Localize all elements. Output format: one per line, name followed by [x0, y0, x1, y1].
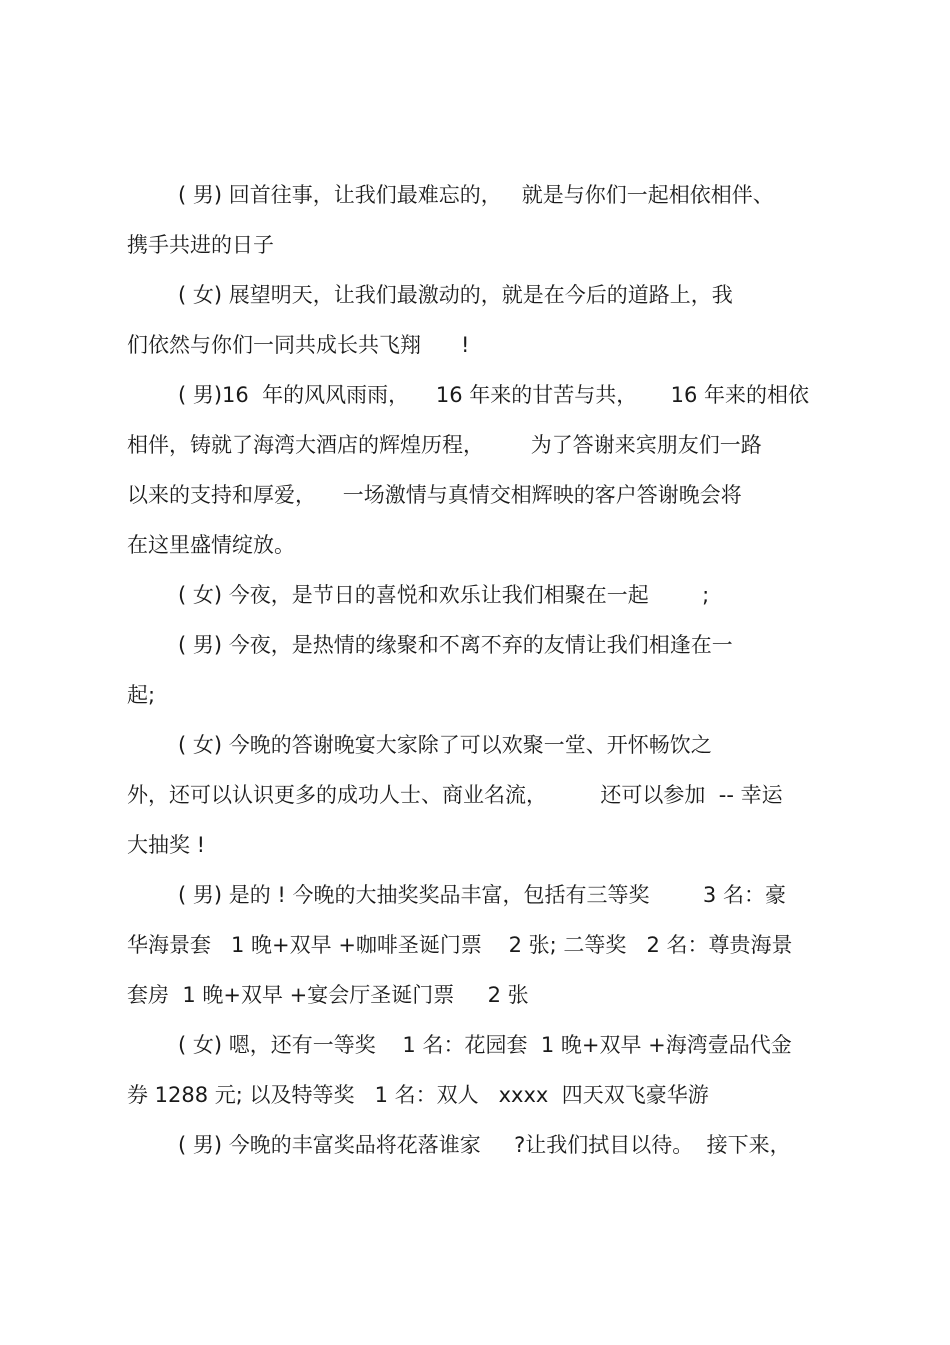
paragraph-line: 以来的支持和厚爱， 一场激情与真情交相辉映的客户答谢晚会将	[127, 483, 742, 507]
paragraph-line: ( 男) 回首往事，让我们最难忘的， 就是与你们一起相依相伴、	[178, 183, 774, 207]
paragraph-line: 券 1288 元; 以及特等奖 1 名：双人 xxxx 四天双飞豪华游	[127, 1083, 709, 1107]
paragraph-line: 外，还可以认识更多的成功人士、商业名流， 还可以参加 -- 幸运	[127, 783, 783, 807]
paragraph-line: 起;	[127, 683, 156, 707]
paragraph-line: 在这里盛情绽放。	[127, 533, 295, 557]
paragraph-line: ( 女) 今晚的答谢晚宴大家除了可以欢聚一堂、开怀畅饮之	[178, 733, 712, 757]
paragraph-line: ( 女) 嗯，还有一等奖 1 名：花园套 1 晚+双早 +海湾壹品代金	[178, 1033, 792, 1057]
paragraph-line: 大抽奖 !	[127, 833, 206, 857]
paragraph-line: ( 男)16 年的风风雨雨， 16 年来的甘苦与共， 16 年来的相依	[178, 383, 810, 407]
paragraph-line: 们依然与你们一同共成长共飞翔 !	[127, 333, 470, 357]
paragraph-line: 华海景套 1 晚+双早 +咖啡圣诞门票 2 张; 二等奖 2 名：尊贵海景	[127, 933, 793, 957]
paragraph-line: 套房 1 晚+双早 +宴会厅圣诞门票 2 张	[127, 983, 529, 1007]
paragraph-line: ( 男) 今晚的丰富奖品将花落谁家 ?让我们拭目以待。 接下来，	[178, 1133, 791, 1157]
paragraph-line: ( 女) 今夜，是节日的喜悦和欢乐让我们相聚在一起 ;	[178, 583, 710, 607]
paragraph-line: 相伴，铸就了海湾大酒店的辉煌历程， 为了答谢来宾朋友们一路	[127, 433, 762, 457]
paragraph-line: ( 男) 是的 ! 今晚的大抽奖奖品丰富，包括有三等奖 3 名：豪	[178, 883, 786, 907]
paragraph-line: ( 女) 展望明天，让我们最激动的，就是在今后的道路上，我	[178, 283, 733, 307]
paragraph-line: ( 男) 今夜，是热情的缘聚和不离不弃的友情让我们相逢在一	[178, 633, 733, 657]
paragraph-line: 携手共进的日子	[127, 233, 274, 257]
